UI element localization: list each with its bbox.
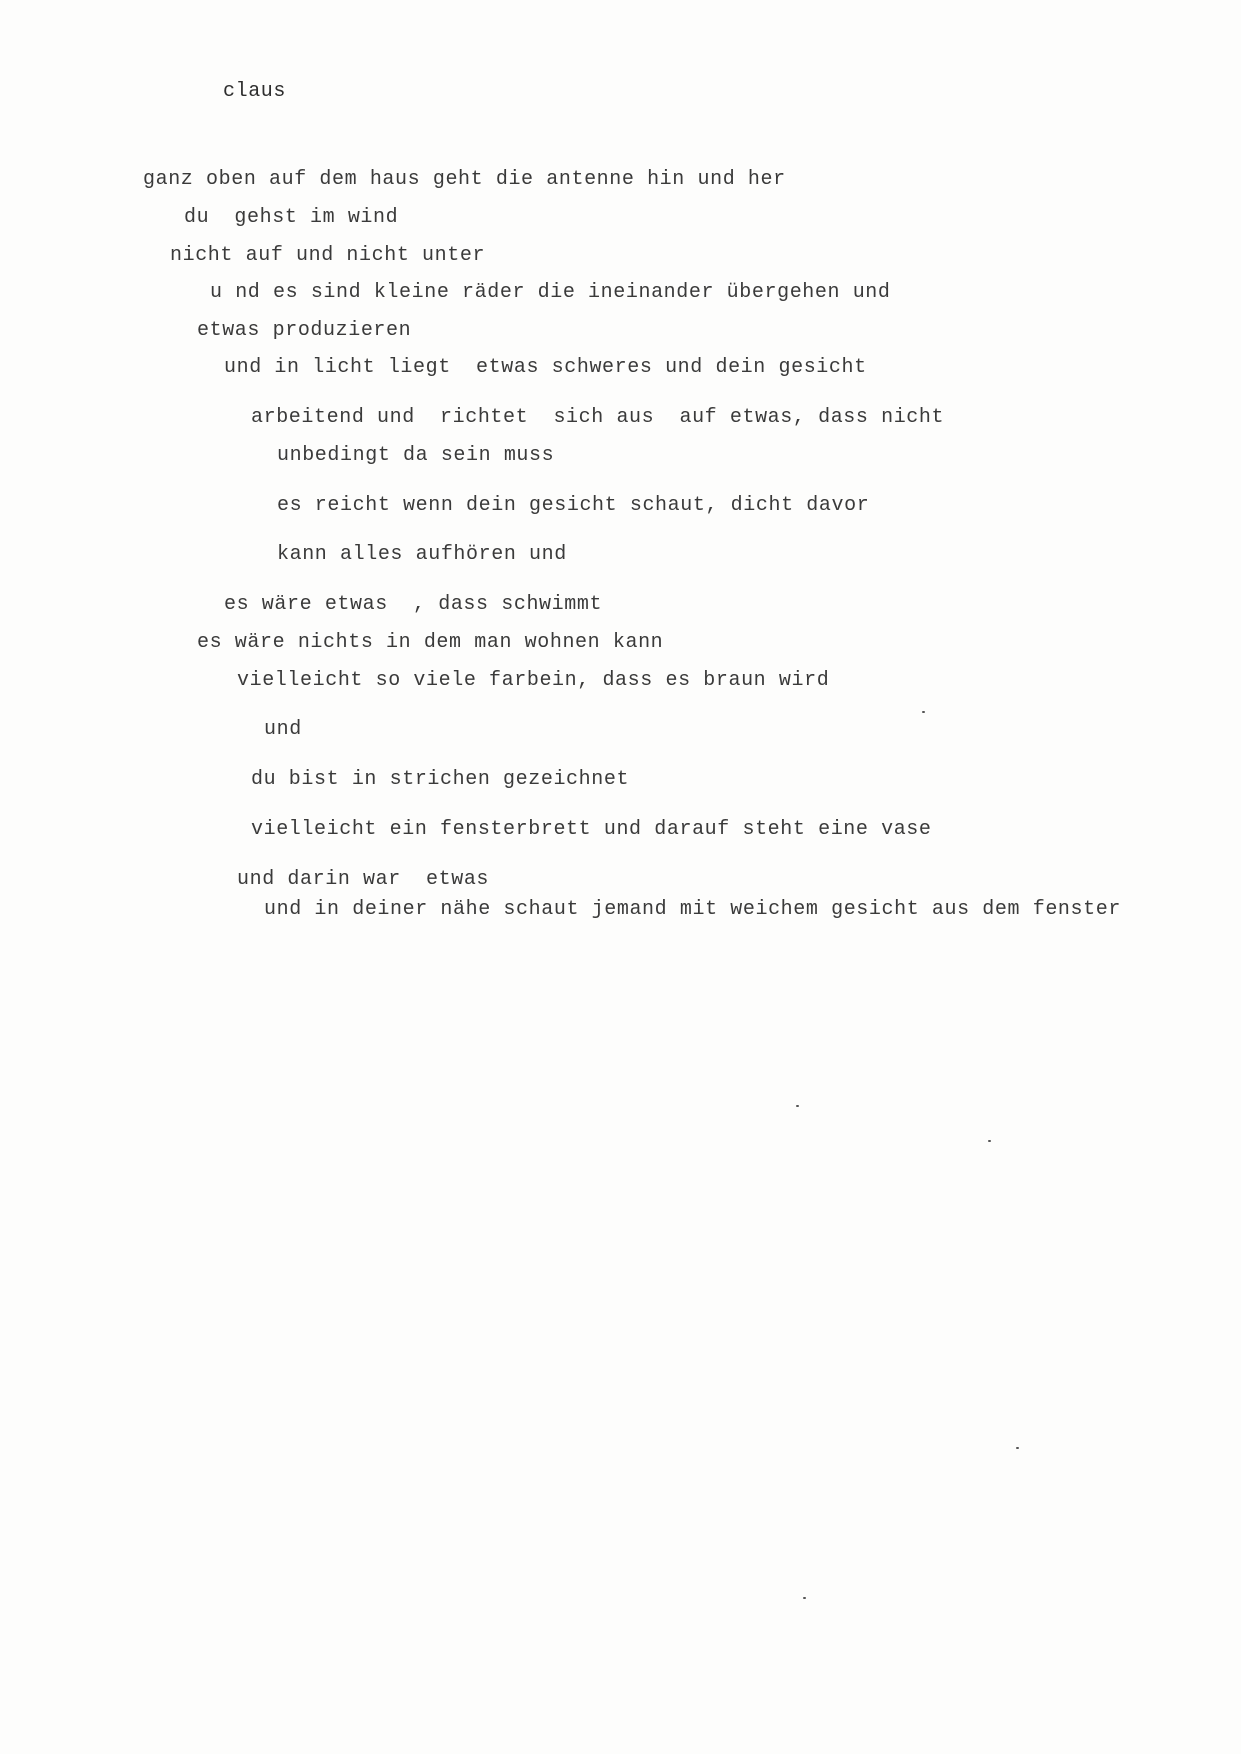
poem-line: es wäre etwas , dass schwimmt <box>224 593 603 616</box>
poem-line: es wäre nichts in dem man wohnen kann <box>197 631 664 654</box>
poem-line: arbeitend und richtet sich aus auf etwas, dass nicht <box>251 406 945 429</box>
poem-line: vielleicht ein fensterbrett und darauf steht eine vase <box>251 818 932 841</box>
poem-line: und <box>264 718 302 741</box>
poem-line: du gehst im wind <box>184 206 399 229</box>
poem-line: vielleicht so viele farbein, dass es braun wird <box>237 669 830 692</box>
poem-line: u nd es sind kleine räder die ineinander übergehen und <box>210 281 891 304</box>
poem-line: es reicht wenn dein gesicht schaut, dicht davor <box>277 494 870 517</box>
poem-line: kann alles aufhören und <box>277 543 567 566</box>
paper-speck <box>988 1140 991 1142</box>
poem-line: ganz oben auf dem haus geht die antenne hin und her <box>143 168 786 191</box>
paper-speck <box>796 1105 799 1107</box>
poem-line: und in licht liegt etwas schweres und dein gesicht <box>224 356 867 379</box>
poem-line: und in deiner nähe schaut jemand mit weichem gesicht aus dem fenster <box>264 898 1121 921</box>
poem-title: claus <box>223 80 287 103</box>
paper-speck <box>1016 1447 1019 1449</box>
poem-line: etwas produzieren <box>197 319 412 342</box>
paper-speck <box>922 711 925 713</box>
poem-line: unbedingt da sein muss <box>277 444 555 467</box>
poem-line: nicht auf und nicht unter <box>170 244 486 267</box>
poem-line: du bist in strichen gezeichnet <box>251 768 630 791</box>
paper-speck <box>803 1597 806 1599</box>
poem-line: und darin war etwas <box>237 868 490 891</box>
